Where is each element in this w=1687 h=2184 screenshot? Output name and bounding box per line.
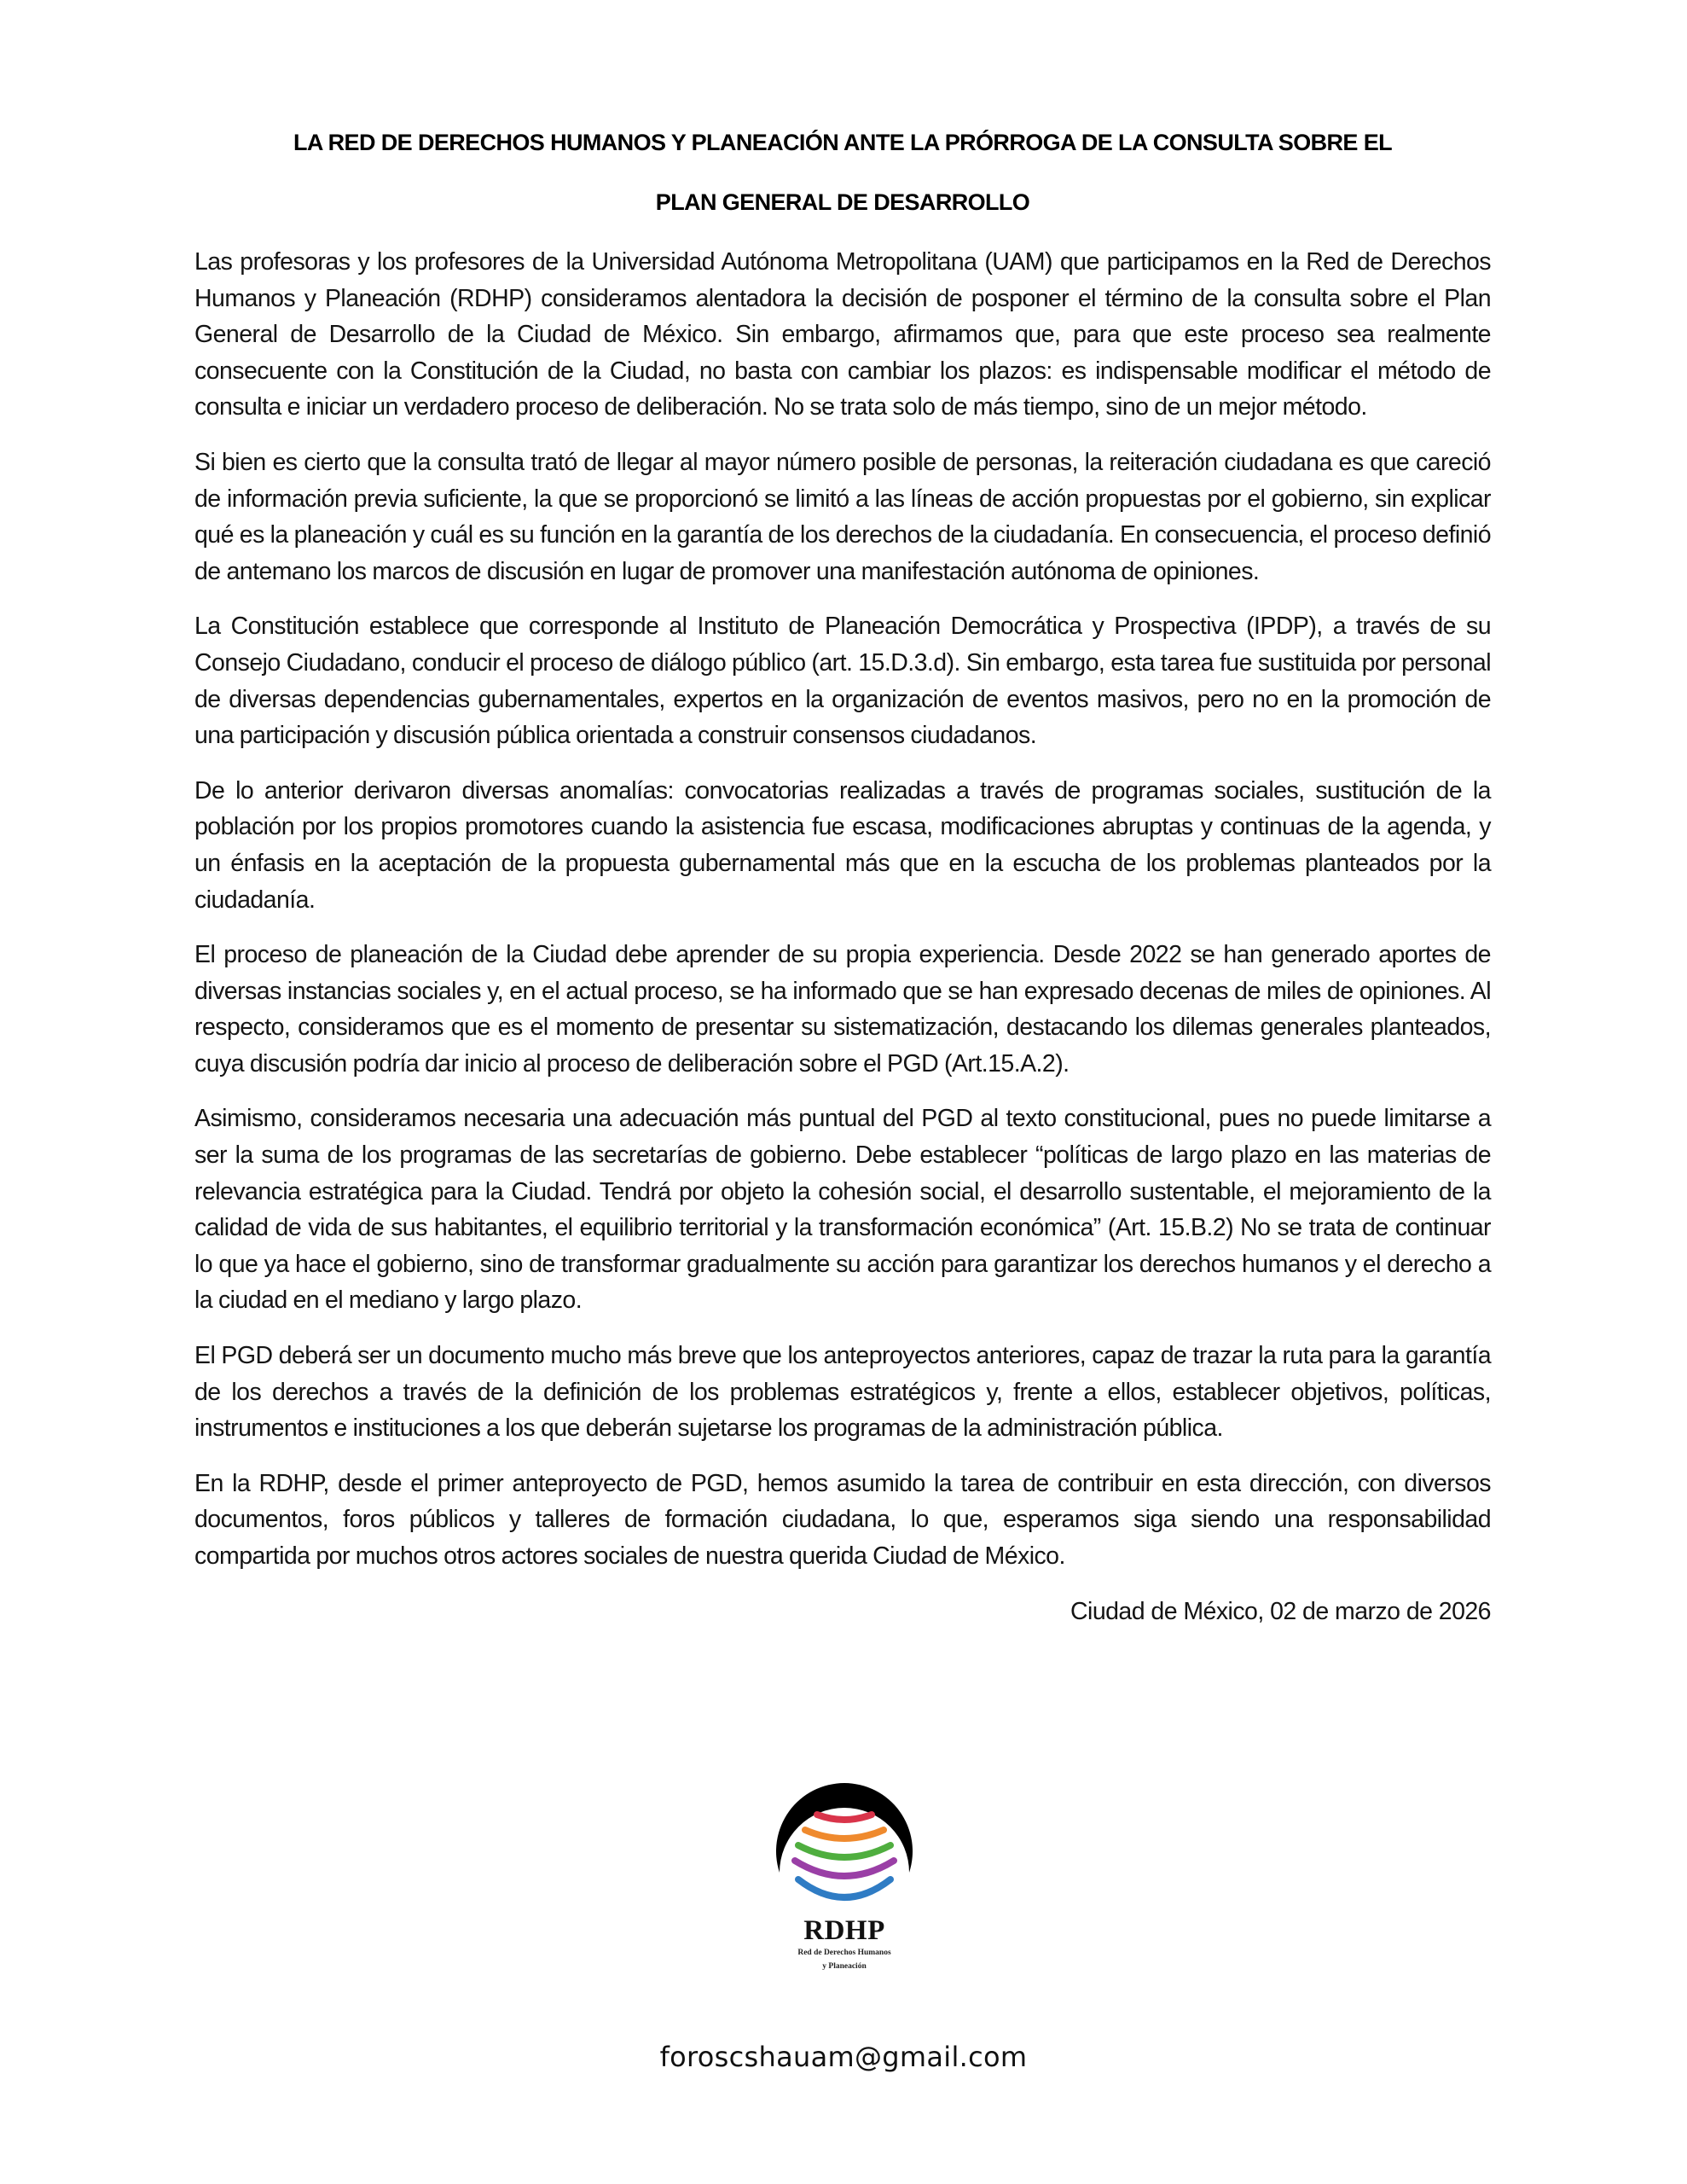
document-body — [194, 244, 1491, 1629]
rdhp-logo — [712, 1770, 977, 2001]
logo-subtitle-line-1: Red de Derechos Humanos — [797, 1949, 891, 1957]
paragraph-1: Las profesoras y los profesores de la Universidad Autónoma Metropolitana (UAM) que participamos en la Red de Derechos Humanos y Planeación (RDHP) consideramos alentadora la decisión de posponer el término de la consulta sobre el Plan General de Desarrollo de la Ciudad de México. Sin embargo, afirmamos que, para que este proceso sea realmente consecuente con la Constitución de la Ciudad, no basta con cambiar los plazos: es indispensable modificar el método de consulta e iniciar un verdadero proceso de deliberación. No se trata solo de más tiempo, sino de un mejor método. — [194, 248, 1491, 421]
contact-email[interactable]: foroscshauam@gmail.com — [659, 2041, 1028, 2073]
place-and-date: Ciudad de México, 02 de marzo de 2026 — [1070, 1597, 1491, 1625]
paragraph-7: El PGD deberá ser un documento mucho más breve que los anteproyectos anteriores, capaz de trazar la ruta para la garantía de los derechos a través de la definición de los problemas estratégicos y, frente a ellos, establecer objetivos, políticas, instrumentos e instituciones a los que deberán sujetarse los programas de la administración pública. — [194, 1342, 1491, 1443]
paragraph-6: Asimismo, consideramos necesaria una adecuación más puntual del PGD al texto constitucional, pues no puede limitarse a ser la suma de los programas de las secretarías de gobierno. Debe establecer “políticas de largo plazo en las materias de relevancia estratégica para la Ciudad. Tendrá por objeto la cohesión social, el desarrollo sustentable, el mejoramiento de la calidad de vida de sus habitantes, el equilibrio territorial y la transformación económica” (Art. 15.B.2) No se trata de continuar lo que ya hace el gobierno, sino de transformar gradualmente su acción para garantizar los derechos humanos y el derecho a la ciudad en el mediano y largo plazo. — [194, 1105, 1491, 1315]
document-title-line-2: PLAN GENERAL DE DESARROLLO — [655, 189, 1030, 215]
paragraph-5: El proceso de planeación de la Ciudad debe aprender de su propia experiencia. Desde 2022 se han generado aportes de diversas instancias sociales y, en el actual proceso, se ha informado que se han expresado decenas de miles de opiniones. Al respecto, consideramos que es el momento de presentar su sistematización, destacando los dilemas generales planteados, cuya discusión podría dar inicio al proceso de deliberación sobre el PGD (Art.15.A.2). — [194, 941, 1491, 1077]
logo-subtitle-line-2: y Planeación — [822, 1962, 867, 1971]
logo-acronym: RDHP — [803, 1915, 885, 1946]
paragraph-4: De lo anterior derivaron diversas anomalías: convocatorias realizadas a través de programas sociales, sustitución de la población por los propios promotores cuando la asistencia fue escasa, modificaciones abruptas y continuas de la agenda, y un énfasis en la aceptación de la propuesta gubernamental más que en la escucha de los problemas planteados por la ciudadanía. — [194, 776, 1491, 914]
paragraph-8: En la RDHP, desde el primer anteproyecto de PGD, hemos asumido la tarea de contribuir en esta dirección, con diversos documentos, foros públicos y talleres de formación ciudadana, lo que, esperamos siga siendo una responsabilidad compartida por muchos otros actores sociales de nuestra querida Ciudad de México. — [194, 1469, 1491, 1570]
paragraph-2: Si bien es cierto que la consulta trató de llegar al mayor número posible de personas, la reiteración ciudadana es que careció de información previa suficiente, la que se proporcionó se limitó a las líneas de acción propuestas por el gobierno, sin explicar qué es la planeación y cuál es su función en la garantía de los derechos de la ciudadanía. En consecuencia, el proceso definió de antemano los marcos de discusión en lugar de promover una manifestación autónoma de opiniones. — [194, 448, 1491, 585]
rdhp-globe-logo-icon — [768, 1770, 921, 1915]
paragraph-3: La Constitución establece que corresponde al Instituto de Planeación Democrática y Prospectiva (IPDP), a través de su Consejo Ciudadano, conducir el proceso de diálogo público (art. 15.D.3.d). Sin embargo, esta tarea fue sustituida por personal de diversas dependencias gubernamentales, expertos en la organización de eventos masivos, pero no en la promoción de una participación y discusión pública orientada a construir consensos ciudadanos. — [194, 613, 1491, 750]
document-title-line-1: LA RED DE DERECHOS HUMANOS Y PLANEACIÓN ANTE LA PRÓRROGA DE LA CONSULTA SOBRE EL — [293, 130, 1393, 155]
